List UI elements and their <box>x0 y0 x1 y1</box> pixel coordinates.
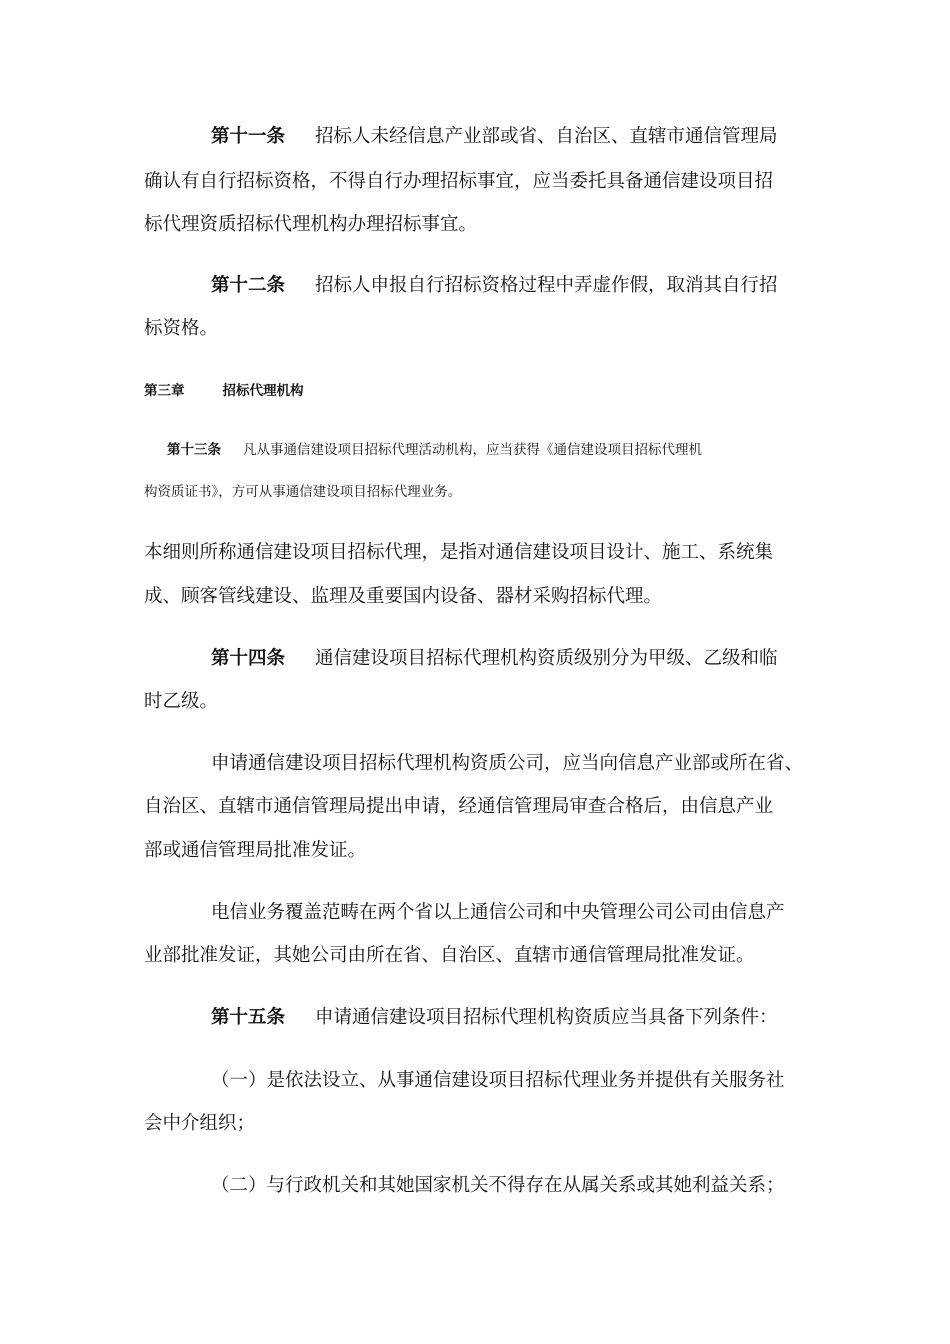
telecom-line-2: 业部批准发证，其她公司由所在省、自治区、直辖市通信管理局批准发证。 <box>144 945 755 966</box>
article-12-text-1: 招标人申报自行招标资格过程中弄虚作假，取消其自行招 <box>315 275 778 296</box>
article-14-line-2: 时乙级。 <box>144 691 219 712</box>
article-15-text-1: 申请通信建设项目招标代理机构资质应当具备下列条件： <box>315 1007 778 1028</box>
article-13-label: 第十三条 <box>167 442 221 458</box>
article-11-line-3: 标代理资质招标代理机构办理招标事宜。 <box>144 214 478 235</box>
article-12-line-2: 标资格。 <box>144 318 219 339</box>
article-15-line-1 <box>211 1006 778 1030</box>
article-11-line-1 <box>211 125 778 149</box>
article-15-label: 第十五条 <box>211 1007 286 1028</box>
item-1-line-2: 会中介组织； <box>144 1113 256 1134</box>
telecom-line-1: 电信业务覆盖范畴在两个省以上通信公司和中央管理公司公司由信息产 <box>211 902 785 923</box>
article-13-line-1 <box>167 440 702 460</box>
article-14-label: 第十四条 <box>211 648 286 669</box>
chapter-title: 招标代理机构 <box>222 383 304 399</box>
apply-line-1: 申请通信建设项目招标代理机构资质公司，应当向信息产业部或所在省、 <box>211 753 804 774</box>
apply-line-3: 部或通信管理局批准发证。 <box>144 840 367 861</box>
article-13-line-2: 构资质证书》，方可从事通信建设项目招标代理业务。 <box>144 484 462 500</box>
article-12-line-1 <box>211 274 778 298</box>
article-11-line-2: 确认有自行招标资格，不得自行办理招标事宜，应当委托具备通信建设项目招 <box>144 171 774 192</box>
article-14-line-1 <box>211 647 778 671</box>
definition-line-1: 本细则所称通信建设项目招标代理，是指对通信建设项目设计、施工、系统集 <box>144 542 774 563</box>
article-11-label: 第十一条 <box>211 126 286 147</box>
article-12-label: 第十二条 <box>211 275 286 296</box>
article-14-text-1: 通信建设项目招标代理机构资质级别分为甲级、乙级和临 <box>315 648 778 669</box>
item-1-line-1: （一）是依法设立、从事通信建设项目招标代理业务并提供有关服务社 <box>211 1070 785 1091</box>
item-2-line-1: （二）与行政机关和其她国家机关不得存在从属关系或其她利益关系； <box>211 1175 785 1196</box>
apply-line-2: 自治区、直辖市通信管理局提出申请，经通信管理局审查合格后，由信息产业 <box>144 796 774 817</box>
chapter-label: 第三章 <box>144 383 185 399</box>
definition-line-2: 成、顾客管线建设、监理及重要国内设备、器材采购招标代理。 <box>144 586 663 607</box>
article-13-text-1: 凡从事通信建设项目招标代理活动机构，应当获得《通信建设项目招标代理机 <box>243 442 702 458</box>
chapter-heading <box>144 381 304 401</box>
article-11-text-1: 招标人未经信息产业部或省、自治区、直辖市通信管理局 <box>315 126 778 147</box>
